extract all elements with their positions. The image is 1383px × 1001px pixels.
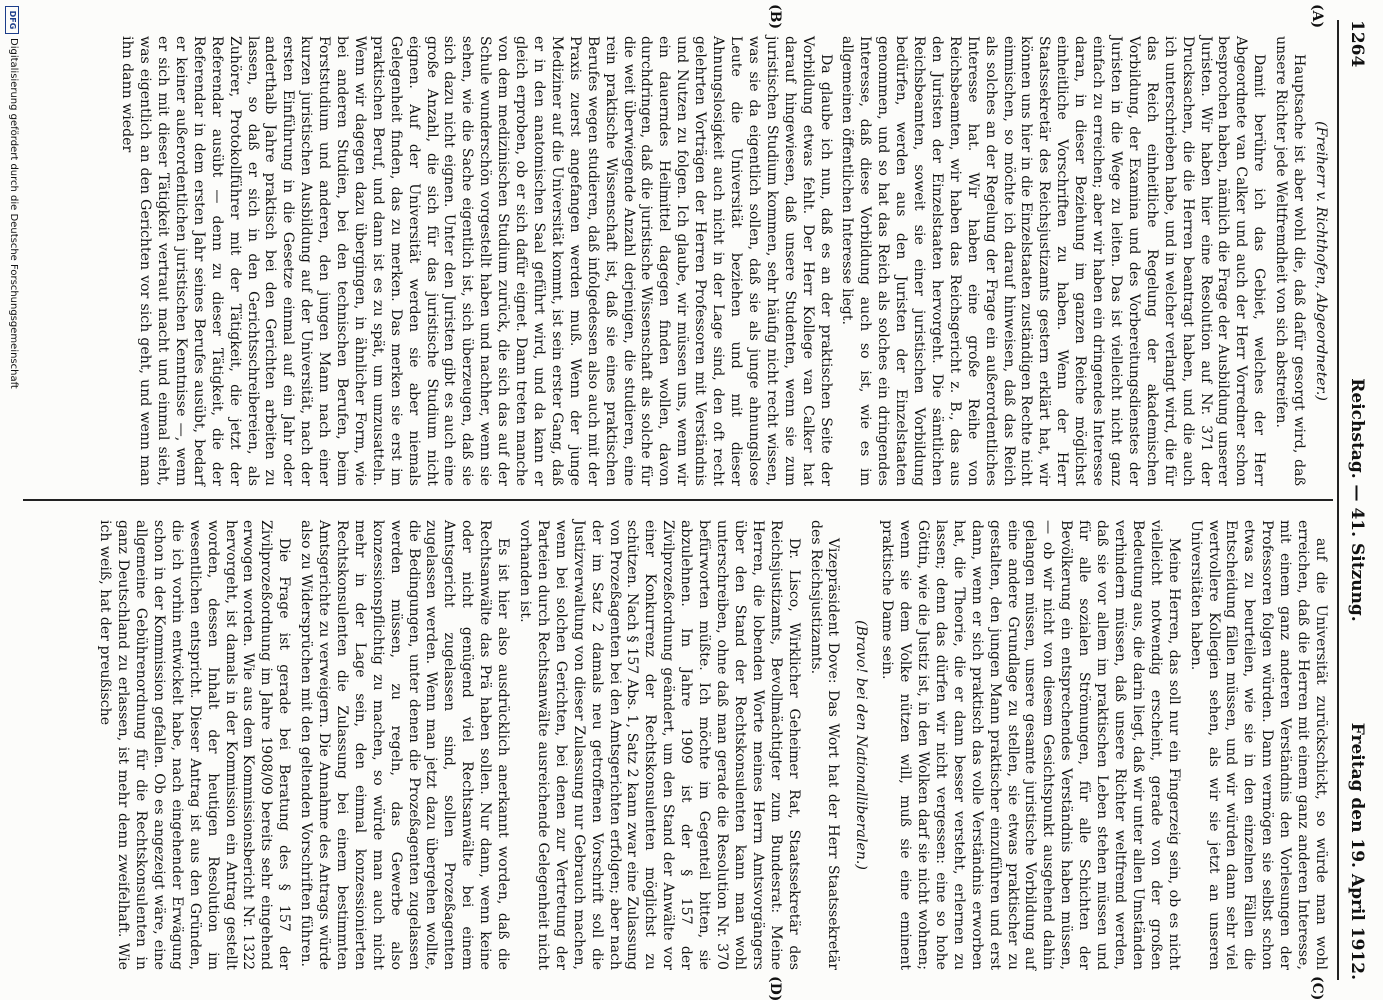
header-rule [1337,20,1339,980]
paragraph: Vizepräsident Dove: Das Wort hat der Herr Staatssekretär des Reichsjustizamts. [807,520,842,970]
paragraph: Damit berühre ich das Gebiet, welches der Herr Abgeordnete van Calker und auch der Herr Vorredner schon besprochen haben, nämlich die Frage der Ausbildung unserer Juristen. Wir haben hier eine Resolution auf Nr. 371 der Drucksachen, die die Herren beantragt haben, und die auch ich unterschrieben habe, und in welcher verlangt wird, die für das Reich einheitliche Regelung der akademischen Vorbildung, der Examina und des Vorbereitungsdienstes der Juristen in die Wege zu leiten. Das ist vielleicht nicht ganz einfach zu erreichen; aber wir haben ein dringendes Interesse daran, in dieser Beziehung im ganzen Reiche möglichst einheitliche Vorschriften zu haben. Wenn der Herr Staatssekretär des Reichsjustizamts gestern erklärt hat, wir können uns hier in die Einzelstaaten zuständigen Rechte nicht einmischen, so möchte ich darauf hinweisen, daß das Reich als solches an der Regelung der Frage ein außerordentliches Interesse hat. Wir haben eine große Reihe von Reichsbeamten, wir haben das Reichsgericht z. B., das aus den Juristen der Einzelstaaten hervorgeht. Die sämtlichen Reichsbeamten, soweit sie einer juristischen Vorbildung bedürfen, werden aus den Juristen der Einzelstaaten genommen, und so hat das Reich als solches ein dringendes Interesse, daß diese Vorbildung auch so ist, wie es im allgemeinen öffentlichen Interesse liegt. [839,36,1268,486]
paragraph: Die Frage ist gerade bei Beratung des § 157 der Zivilprozeßordnung im Jahre 1908/09 bereits sehr eingehend erwogen worden. Wie aus dem Kommissionsbericht Nr. 1322 hervorgeht, ist damals in der Kommission ein Antrag gestellt worden, dessen Inhalt der heutigen Resolution im wesentlichen entspricht. Dieser Antrag ist aus den Gründen, die ich vorhin entwickelt habe, nach eingehender Erwägung schon in der Kommission gefallen. Ob es angezeigt wäre, eine allgemeine Gebührenordnung für die Rechtskonsulenten in ganz Deutschland zu erlassen, ist mehr denn zweifelhaft. Wie ich weiß, hat der preußische [97,520,293,970]
paragraph: Dr. Lisco, Wirklicher Geheimer Rat, Staatssekretär des Reichsjustizamts, Bevollmächtigter zum Bundesrat: Meine Herren, die lobenden Worte meines Herrn Amtsvorgängers über den Stand der Rechtskonsulenten kann man wohl unterschreiben, ohne daß man gerade die Resolution Nr. 370 befürworten müßte. Ich möchte im Gegenteil bitten, sie abzulehnen. Im Jahre 1909 ist der § 157 der Zivilprozeßordnung geändert, um den Stand der Anwälte vor einer Konkurrenz der Rechtskonsulenten möglichst zu schützen. Nach § 157 Abs. 1, Satz 2 kann zwar eine Zulassung von Prozeßagenten bei den Amtsgerichten erfolgen; aber nach der im Satz 2 damals neu getroffenen Vorschrift soll die Justizverwaltung von dieser Zulassung nur Gebrauch machen, wenn bei solchen Gerichten, bei denen zur Vertretung der Parteien durch Rechtsanwälte ausreichende Gelegenheit nicht vorhanden ist. [517,520,802,970]
session-date: Freitag den 19. April 1912. [1347,722,1367,980]
left-column [113,36,1329,486]
margin-marker-a: (A) [1309,4,1325,29]
paragraph: Es ist hier also ausdrücklich anerkannt worden, daß die Rechtsanwälte das Prä haben sollen. Nur dann, wenn keine oder nicht genügend viel Rechtsanwälte bei einem Amtsgericht zugelassen sind, sollen Prozeßagenten zugelassen werden. Wenn man jetzt dazu übergehen wollte, die Bedingungen, unter denen die Prozeßagenten zugelassen werden müssen, zu regeln, das Gewerbe also konzessionspflichtig zu machen, so würde man auch nicht mehr in der Lage sein, den einmal konzessionierten Rechtskonsulenten die Zulassung bei einem bestimmten Amtsgerichte zu verweigern. Die Annahme des Antrags würde also zu Widersprüchen mit den geltenden Vorschriften führen. [298,520,512,970]
page-number: 1264 [1347,20,1367,68]
margin-marker-b: (B) [767,4,783,30]
digitization-footer [0,0,25,1000]
paragraph: Da glaube ich nun, daß es an der praktischen Seite der Vorbildung etwas fehlt. Der Herr Kollege van Calker hat darauf hingewiesen, daß unsere Studenten, wenn sie zum juristischen Studium kommen, sehr häufig nicht recht wissen, was sie da eigentlich sollen, daß sie als junge ahnungslose Leute die Universität beziehen und mit dieser Ahnungslosigkeit auch nicht in der Lage sind, den oft recht gelehrten Vorträgen der Herren Professoren mit Verständnis und Nutzen zu folgen. Ich glaube, wir müssen uns, wenn wir ein dauerndes Heilmittel dagegen finden wollen, davon durchdringen, daß die juristische Wissenschaft als solche für die weit überwiegende Anzahl derjenigen, die studieren, eine rein praktische Wissenschaft ist, daß sie eines praktischen Berufes wegen studieren, daß infolgedessen also auch mit der Praxis zuerst angefangen werden muß. Wenn der junge Mediziner auf die Universität kommt, ist sein erster Gang, daß er in den anatomischen Saal geführt wird, und da kann er gleich erproben, ob er sich dafür eignet. Dann treten manche von dem medizinischen Studium zurück, die sich das auf der Schule wunderschön vorgestellt haben und nachher, wenn sie sehen, wie die Sache eigentlich ist, sich überzeugen, daß sie sich dazu nicht eignen. Unter den Juristen gibt es auch eine große Anzahl, die sich für das juristische Studium nicht eignen. Auf der Universität werden sie aber niemals Gelegenheit finden, das zu merken. Das merken sie erst im praktischen Beruf, und dann ist es zu spät, um umzusatteln. Wenn wir dagegen dazu übergingen, in ähnlicher Form, wie bei anderen Studien, bei den technischen Berufen, beim Forststudium und anderen, den jungen Mann nach einer kurzen juristischen Ausbildung auf der Universität, nach der ersten Einführung in die Gesetze einmal auf ein Jahr oder anderthalb Jahre praktisch bei den Gerichten arbeiten zu lassen, so daß er sich in den Gerichtsschreibereien, als Zuhörer, Protokollführer mit der Tätigkeit, die jetzt der Referendar ausübt — denn zu dieser Tätigkeit, die der Referendar in dem ersten Jahr seines Berufes ausübt, bedarf er keiner außerordentlichen juristischen Kenntnisse —, wenn er sich mit dieser Tätigkeit vertraut macht und einmal sieht, was eigentlich an den Gerichten vor sich geht, und wenn man ihn dann wieder [119,36,834,486]
funding-credit: Digitalisierung gefördert durch die Deutsche Forschungsgemeinschaft [8,38,19,389]
paragraph: Meine Herren, das soll nur ein Fingerzeig sein, ob es nicht vielleicht notwendig erscheint, gerade von der großen Bedeutung aus, die darin liegt, daß wir unter allen Umständen verhindern müssen, daß unsere Richter weltfremd werden, daß sie vor allem im praktischen Leben stehen müssen und für alle sozialen Strömungen, für alle Schichten der Bevölkerung ein entsprechendes Verständnis haben müssen, — ob wir nicht von diesem Gesichtspunkt ausgehend dahin gelangen müssen, unsere gesamte juristische Vorbildung auf eine andere Grundlage zu stellen, sie etwas praktischer zu gestalten, den jungen Mann praktischer einzuführen und erst dann, wenn er sich praktisch das volle Verständnis erworben hat, die Theorie, die er dann besser versteht, erlernen zu lassen; denn das dürfen wir nicht vergessen: eine so hohe Göttin, wie die Justiz ist, in den Wolken darf sie nicht wohnen; wenn sie dem Volke nützen will, muß sie eine eminent praktische Dame sein. [879,520,1182,970]
margin-marker-d: (D) [767,976,783,1001]
paragraph: Hauptsache ist aber wohl die, daß dafür gesorgt wird, daß unsere Richter jede Weltfremdheit von sich abstreifen. [1273,36,1308,486]
margin-marker-c: (C) [1309,976,1325,1001]
paragraph: auf die Universität zurückschickt, so würde man wohl erreichen, daß die Herren mit einem ganz anderen Interesse, mit einem ganz anderen Verständnis den Vorlesungen der Professoren folgen würden. Dann vermögen sie selbst schon etwas zu beurteilen, wie sie in den einzelnen Fällen die Entscheidung fällen müssen, und wir würden dann sehr viel wertvollere Kollegien sehen, als wir sie jetzt an unseren Universitäten haben. [1187,520,1329,970]
dfg-logo: DFG [5,6,19,34]
column-divider [23,499,1333,501]
applause-note: (Bravo! bei den Nationalliberalen.) [853,620,870,870]
page-title: Reichstag. — 41. Sitzung. [1347,378,1367,622]
right-column [91,520,1329,970]
page-header [1339,20,1375,980]
speaker-line: (Freiherr v. Richthofen, Abgeordneter.) [1313,121,1329,401]
